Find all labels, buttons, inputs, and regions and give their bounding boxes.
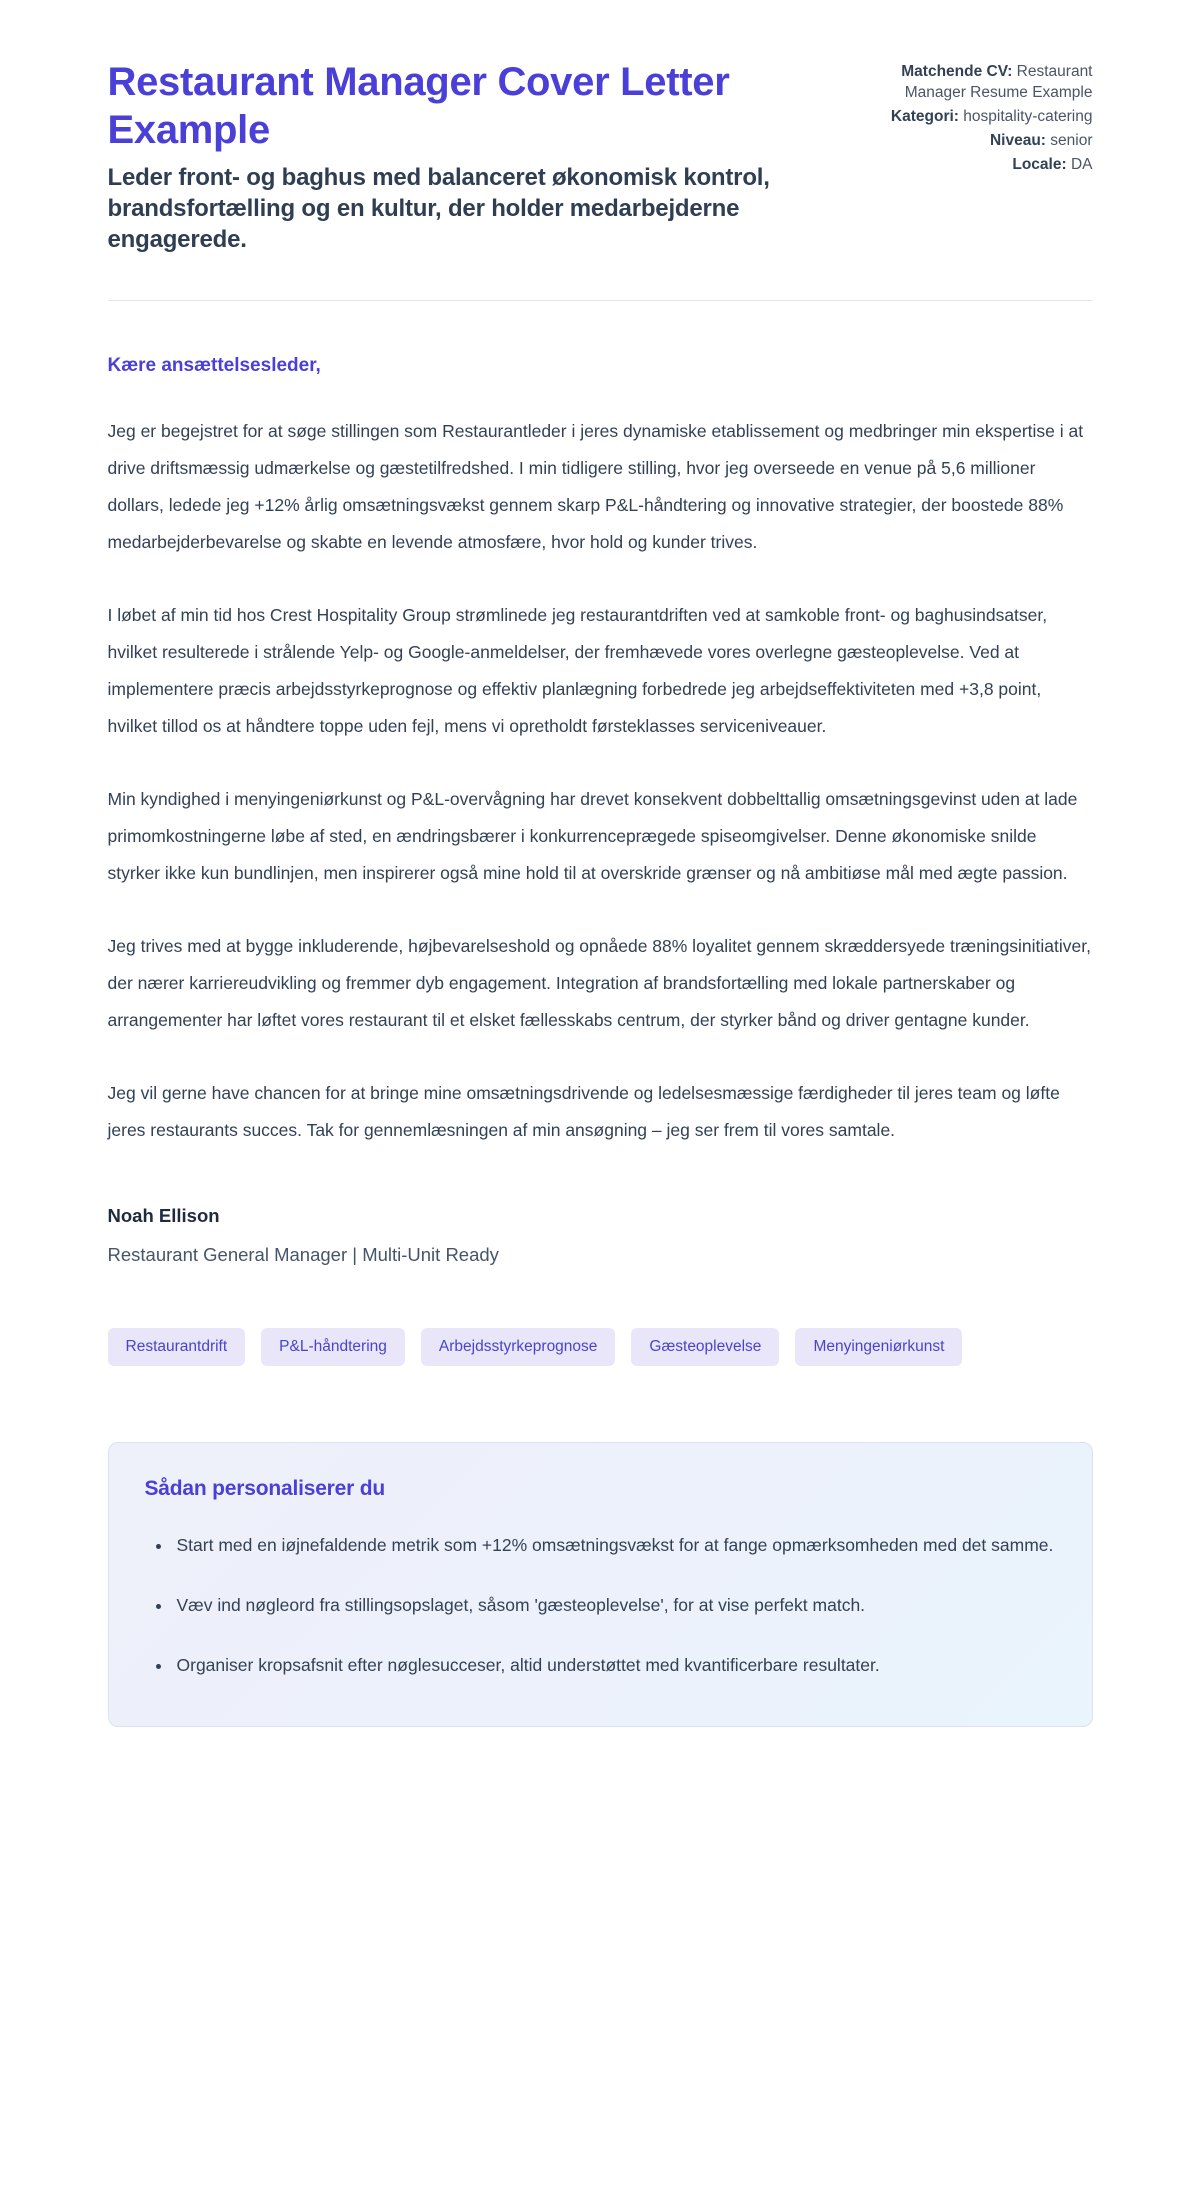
tips-heading: Sådan personaliserer du — [144, 1476, 385, 1500]
letter-paragraph: I løbet af min tid hos Crest Hospitality Group strømlinede jeg restaurantdriften ved at samkoble front- og baghusindsatser, hvilket resulterede i strålende Yelp- og Google-anmeldelser, der fremhævede vores overlegne gæsteoplevelse. Ved at implementere præcis arbejdsstyrkeprognose og effektiv planlægning forbedrede jeg arbejdseffektiviteten med +3,8 point, hvilket tillod os at håndtere toppe uden fejl, mens vi opretholdt førsteklasses serviceniveauer. — [107, 604, 1048, 736]
meta-item-matching-cv — [838, 62, 1092, 104]
tag-chip: Menyingeniørkunst — [795, 1328, 962, 1366]
meta-label: Kategori: — [890, 107, 959, 125]
letter-paragraph: Jeg er begejstret for at søge stillingen som Restaurantleder i jeres dynamiske etablissement og medbringer min ekspertise i at drive driftsmæssig udmærkelse og gæstetilfredshed. I min tidligere stilling, hvor jeg overseede en venue på 5,6 millioner dollars, ledede jeg +12% årlig omsætningsvækst gennem skarp P&L-håndtering og innovative strategier, der boostede 88% medarbejderbevarelse og skabte en levende atmosfære, hvor hold og kunder trives. — [107, 420, 1084, 552]
page-container — [108, 0, 1093, 1793]
cover-letter-body — [108, 355, 1093, 1266]
tip-item: • Organiser kropsafsnit efter nøglesucceser, altid understøttet med kvantificerbare resultater. — [173, 1647, 1056, 1684]
tag-chip: Restaurantdrift — [108, 1328, 246, 1366]
skill-tags — [108, 1328, 1093, 1366]
tip-item: • Start med en iøjnefaldende metrik som +12% omsætningsvækst for at fange opmærksomheden med det samme. — [173, 1527, 1056, 1564]
meta-label: Niveau: — [989, 131, 1046, 149]
tag-chip: Arbejdsstyrkeprognose — [421, 1328, 616, 1366]
meta-item-level — [838, 131, 1092, 152]
tag-chip: P&L-håndtering — [261, 1328, 405, 1366]
meta-item-category — [838, 107, 1092, 128]
meta-value: senior — [1050, 131, 1093, 149]
meta-label: Locale: — [1012, 155, 1067, 173]
meta-value: DA — [1070, 155, 1093, 173]
letter-paragraph: Jeg vil gerne have chancen for at bringe mine omsætningsdrivende og ledelsesmæssige færdigheder til jeres team og løfte jeres restaurants succes. Tak for gennemlæsningen af min ansøgning – jeg ser frem til vores samtale. — [107, 1082, 1060, 1140]
tips-list — [145, 1527, 1056, 1684]
personalization-tips-box — [108, 1442, 1093, 1727]
meta-label: Matchende CV: — [901, 63, 1013, 80]
letter-paragraph: Min kyndighed i menyingeniørkunst og P&L-overvågning har drevet konsekvent dobbelttallig omsætningsgevinst uden at lade primomkostningerne løbe af sted, en ændringsbærer i konkurrenceprægede spiseomgivelser. Denne økonomiske snilde styrker ikke kun bundlinjen, men inspirerer også mine hold til at overskride grænser og nå ambitiøse mål med ægte passion. — [107, 788, 1078, 883]
meta-block — [838, 58, 1092, 179]
page-subtitle: Leder front- og baghus med balanceret økonomisk kontrol, brandsfortælling og en kultur, der holder medarbejderne engagerede. — [107, 164, 770, 254]
page-title: Restaurant Manager Cover Letter Example — [107, 60, 730, 152]
tag-chip: Gæsteoplevelse — [631, 1328, 779, 1366]
tip-item: • Væv ind nøgleord fra stillingsopslaget, såsom 'gæsteoplevelse', for at vise perfekt match. — [173, 1587, 1056, 1624]
letter-greeting: Kære ansættelsesleder, — [107, 354, 321, 376]
meta-item-locale — [838, 155, 1092, 176]
page-header — [108, 58, 1093, 256]
meta-value: Restaurant Manager Resume Example — [904, 63, 1093, 101]
letter-paragraph: Jeg trives med at bygge inkluderende, højbevarelseshold og opnåede 88% loyalitet gennem skræddersyede træningsinitiativer, der nærer karriereudvikling og fremmer dyb engagement. Integration af brandsfortælling med lokale partnerskaber og arrangementer har løftet vores restaurant til et elsket fællesskabs centrum, der styrker bånd og driver gentagne kunder. — [107, 935, 1091, 1030]
header-title-block — [108, 58, 839, 256]
signature-name: Noah Ellison — [107, 1204, 220, 1226]
signature-role: Restaurant General Manager | Multi-Unit Ready — [107, 1243, 499, 1265]
meta-value: hospitality-catering — [963, 107, 1093, 125]
header-divider — [108, 300, 1093, 301]
